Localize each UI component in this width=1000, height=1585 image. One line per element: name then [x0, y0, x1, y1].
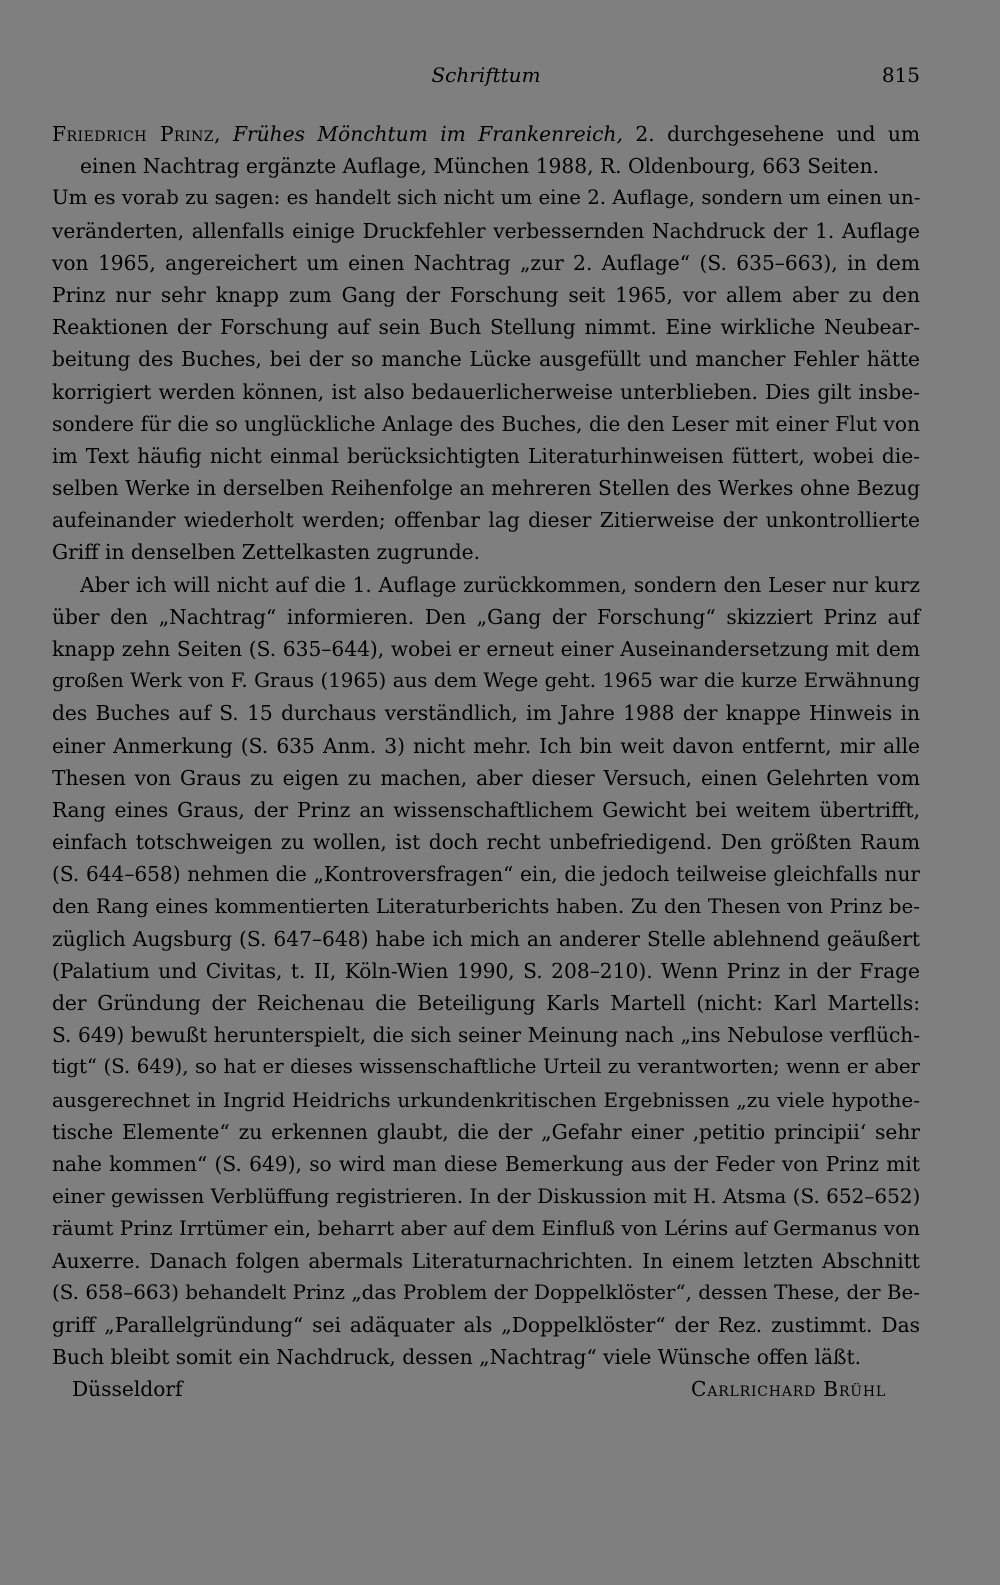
text-line: (S. 658–663) behandelt Prinz „das Problem der Doppelklöster“, dessen These, der Be-: [52, 1280, 920, 1304]
citation-separator: ,: [214, 122, 233, 146]
citation-edition: 2. durchgesehene und um: [622, 122, 920, 146]
running-head: [52, 60, 920, 92]
signature-line: [52, 1373, 920, 1405]
text-line: Rang eines Graus, der Prinz an wissenschaftlichem Gewicht bei weitem übertrifft,: [52, 797, 920, 822]
text-line: Aber ich will nicht auf die 1. Auflage zurückkommen, sondern den Leser nur kurz: [80, 572, 920, 597]
text-line: von 1965, angereichert um einen Nachtrag „zur 2. Auflage“ (S. 635–663), in dem: [52, 250, 920, 275]
text-line: nahe kommen“ (S. 649), so wird man diese Bemerkung aus der Feder von Prinz mit: [52, 1152, 920, 1176]
text-line: Griff in denselben Zettelkasten zugrunde.: [52, 540, 480, 565]
text-line: beitung des Buches, bei der so manche Lücke ausgefüllt und mancher Fehler hätte: [52, 347, 920, 372]
reviewed-title: Frühes Mönchtum im Frankenreich,: [232, 122, 623, 146]
text-line: Auxerre. Danach folgen abermals Literaturnachrichten. In einem letzten Abschnitt: [52, 1248, 920, 1273]
text-line: griff „Parallelgründung“ sei adäquater als „Doppelklöster“ der Rez. zustimmt. Das: [52, 1312, 920, 1337]
text-line: des Buches auf S. 15 durchaus verständlich, im Jahre 1988 der knappe Hinweis in: [52, 701, 920, 726]
text-line: korrigiert werden können, ist also bedauerlicherweise unterblieben. Dies gilt insbe-: [52, 379, 920, 404]
review-text: [52, 118, 920, 1406]
text-line: tigt“ (S. 649), so hat er dieses wissenschaftliche Urteil zu verantworten; wenn er aber: [52, 1055, 920, 1079]
text-line: räumt Prinz Irrtümer ein, beharrt aber auf dem Einfluß von Lérins auf Germanus von: [52, 1216, 920, 1241]
text-line: über den „Nachtrag“ informieren. Den „Gang der Forschung“ skizziert Prinz auf: [52, 604, 920, 629]
paragraph-1: [52, 182, 920, 568]
text-line: ausgerechnet in Ingrid Heidrichs urkundenkritischen Ergebnissen „zu viele hypothe-: [52, 1087, 920, 1112]
text-line: tische Elemente“ zu erkennen glaubt, die der „Gefahr einer ‚petitio principii‘ sehr: [52, 1119, 920, 1144]
text-line: im Text häufig nicht einmal berücksichtigten Literaturhinweisen füttert, wobei die-: [52, 443, 920, 468]
page-number: 815: [881, 63, 920, 87]
citation-line-2: einen Nachtrag ergänzte Auflage, München 1988, R. Oldenbourg, 663 Seiten.: [80, 154, 879, 179]
text-line: großen Werk von F. Graus (1965) aus dem Wege geht. 1965 war die kurze Erwähnung: [52, 669, 920, 693]
text-line: Thesen von Graus zu eigen zu machen, aber dieser Versuch, einen Gelehrten vom: [52, 765, 920, 790]
text-line: Um es vorab zu sagen: es handelt sich nicht um eine 2. Auflage, sondern um einen un-: [52, 186, 921, 210]
text-line: einfach totschweigen zu wollen, ist doch recht unbefriedigend. Den größten Raum: [52, 830, 920, 855]
signature-place: Düsseldorf: [72, 1377, 183, 1402]
citation-line-1: [52, 118, 920, 150]
paragraph-2: [52, 569, 920, 1374]
text-line: einer gewissen Verblüffung registrieren. In der Diskussion mit H. Atsma (S. 652–652): [52, 1184, 921, 1209]
text-line: selben Werke in derselben Reihenfolge an mehreren Stellen des Werkes ohne Bezug: [52, 476, 920, 501]
text-line: veränderten, allenfalls einige Druckfehler verbessernden Nachdruck der 1. Auflage: [52, 218, 920, 243]
signature-author: Carlrichard Brühl: [691, 1377, 886, 1402]
text-line: aufeinander wiederholt werden; offenbar lag dieser Zitierweise der unkontrollierte: [52, 508, 920, 533]
text-line: der Gründung der Reichenau die Beteiligung Karls Martell (nicht: Karl Martells:: [52, 991, 920, 1016]
text-line: den Rang eines kommentierten Literaturberichts haben. Zu den Thesen von Prinz be-: [52, 894, 920, 918]
text-line: (S. 644–658) nehmen die „Kontroversfragen“ ein, die jedoch teilweise gleichfalls nur: [52, 862, 920, 887]
text-line: (Palatium und Civitas, t. II, Köln-Wien 1990, S. 208–210). Wenn Prinz in der Frage: [52, 958, 920, 983]
text-line: S. 649) bewußt herunterspielt, die sich seiner Meinung nach „ins Nebulose verflüch-: [52, 1023, 920, 1048]
text-line: sondere für die so unglückliche Anlage des Buches, die den Leser mit einer Flut von: [52, 411, 920, 436]
text-line: züglich Augsburg (S. 647–648) habe ich mich an anderer Stelle ablehnend geäußert: [52, 926, 920, 951]
text-line: einer Anmerkung (S. 635 Anm. 3) nicht mehr. Ich bin weit davon entfernt, mir alle: [52, 733, 920, 758]
running-title: Schrifttum: [431, 63, 541, 87]
text-line: Buch bleibt somit ein Nachdruck, dessen „Nachtrag“ viele Wünsche offen läßt.: [52, 1345, 862, 1370]
reviewed-author: Friedrich Prinz: [52, 122, 215, 146]
text-line: Prinz nur sehr knapp zum Gang der Forschung seit 1965, vor allem aber zu den: [52, 282, 920, 307]
text-line: knapp zehn Seiten (S. 635–644), wobei er erneut einer Auseinandersetzung mit dem: [52, 637, 920, 661]
text-line: Reaktionen der Forschung auf sein Buch Stellung nimmt. Eine wirkliche Neubear-: [52, 315, 920, 340]
